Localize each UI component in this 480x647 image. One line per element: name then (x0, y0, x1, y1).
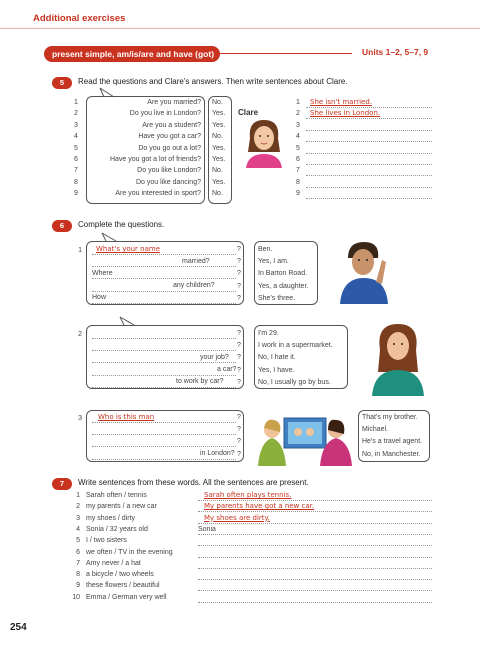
answer-text: No, in Manchester. (362, 450, 421, 458)
question-line[interactable] (92, 266, 236, 267)
question-mark: ? (237, 414, 241, 421)
exercise-7-instruction: Write sentences from these words. All the sentences are present. (78, 478, 309, 487)
prompt-text: Emma / German very well (86, 593, 167, 601)
question-end: a car? (217, 366, 237, 373)
answer-text: Yes. (212, 178, 226, 186)
question-line[interactable] (92, 303, 236, 304)
question-text: Have you got a lot of friends? (109, 156, 201, 163)
question-mark: ? (237, 246, 241, 253)
answer-text: Yes. (212, 121, 226, 129)
prompt-text: my parents / a new car (86, 503, 157, 511)
clare-illustration (240, 118, 288, 168)
item-number: 9 (76, 582, 80, 590)
question-mark: ? (237, 366, 241, 374)
prompt-text: we often / TV in the evening (86, 548, 173, 556)
answer-text: No, I usually go by bus. (258, 378, 331, 386)
exercise-5-instruction: Read the questions and Clare's answers. Then write sentences about Clare. (78, 77, 348, 86)
prompt-text: Sarah often / tennis (86, 492, 147, 499)
sentence-line[interactable] (306, 164, 432, 165)
sentence-answer: She isn't married. (310, 98, 372, 106)
question-mark: ? (237, 438, 241, 446)
answer-text: No. (212, 190, 223, 198)
question-end: married? (182, 258, 210, 265)
question-line[interactable] (92, 362, 236, 363)
question-text: Have you got a car? (138, 133, 201, 141)
sentence-line[interactable] (306, 141, 432, 142)
exercise-5-badge: 5 (52, 77, 72, 89)
question-number: 2 (74, 110, 78, 118)
question-text: Are you interested in sport? (115, 190, 201, 198)
answer-text: That's my brother. (362, 414, 418, 421)
section-title: Additional exercises (33, 13, 126, 24)
question-number: 1 (74, 99, 78, 106)
answer-text: Michael. (362, 426, 389, 434)
question-text: Are you married? (147, 99, 201, 106)
answer-text: No. (212, 99, 223, 106)
prompt-text: my shoes / dirty (86, 514, 136, 522)
sonia-start: Sonia (198, 525, 216, 533)
bubble-tail (100, 232, 120, 242)
item-number: 8 (76, 571, 80, 579)
sentence-line[interactable] (306, 187, 432, 188)
question-mark: ? (237, 294, 241, 302)
question-answer: What's your name (96, 245, 161, 253)
answer-text: Yes, a daughter. (258, 282, 309, 290)
question-mark: ? (237, 258, 241, 266)
exercise-7-badge: 7 (52, 478, 72, 490)
question-line[interactable] (92, 291, 236, 292)
question-line[interactable] (92, 254, 236, 255)
page-number: 254 (10, 622, 27, 633)
prompt-text: these flowers / beautiful (86, 582, 160, 590)
sentence-number: 8 (296, 178, 300, 186)
answer-text: No. (212, 167, 223, 175)
item-number: 3 (76, 514, 80, 522)
sentence-number: 4 (296, 133, 300, 141)
item-number: 4 (76, 525, 80, 533)
answer-text: I work in a supermarket. (258, 342, 333, 350)
question-mark: ? (237, 282, 241, 290)
answer-line[interactable] (198, 534, 432, 535)
sentence-line[interactable] (306, 130, 432, 131)
question-mark: ? (237, 330, 241, 337)
question-text: Do you live in London? (129, 110, 201, 118)
question-number: 4 (74, 133, 78, 141)
question-line[interactable] (92, 375, 236, 376)
sentence-number: 9 (296, 190, 300, 198)
question-number: 7 (74, 167, 78, 175)
question-end: your job? (200, 354, 229, 361)
answer-text: Yes. (212, 156, 226, 163)
answer-text: My parents have got a new car. (204, 502, 315, 511)
question-mark: ? (237, 426, 241, 434)
question-line[interactable] (92, 446, 236, 447)
answer-text: Yes. (212, 144, 226, 152)
item-number: 5 (76, 537, 80, 545)
answer-line[interactable] (198, 602, 432, 603)
answer-text: Yes, I have. (258, 366, 295, 374)
prompt-text: a bicycle / two wheels (86, 571, 154, 579)
sentence-line[interactable] (306, 175, 432, 176)
question-mark: ? (237, 342, 241, 350)
question-start: How (92, 294, 107, 301)
answer-text: He's a travel agent. (362, 438, 423, 446)
sentence-number: 5 (296, 144, 300, 152)
sentence-number: 6 (296, 156, 300, 163)
topic-banner: present simple, am/is/are and have (got) (44, 46, 220, 62)
sentence-number: 2 (296, 110, 300, 118)
bubble-tail (98, 87, 118, 98)
question-text: Do you like London? (137, 167, 201, 175)
question-text: Do you like dancing? (136, 178, 201, 186)
dialogue-number: 1 (78, 247, 82, 254)
question-line[interactable] (92, 387, 236, 388)
answer-line[interactable] (198, 568, 432, 569)
sentence-number: 1 (296, 99, 300, 106)
question-number: 3 (74, 121, 78, 129)
answer-text: I'm 29. (258, 330, 279, 337)
woman-illustration (370, 320, 426, 396)
sentence-line[interactable] (306, 153, 432, 154)
answer-text: Yes, I am. (258, 258, 289, 266)
sentence-number: 3 (296, 121, 300, 129)
question-end: in London? (200, 450, 235, 457)
question-end: to work by car? (176, 378, 224, 385)
answer-line[interactable] (198, 579, 432, 580)
answer-line[interactable] (198, 557, 432, 558)
question-number: 6 (74, 156, 78, 163)
answer-text: In Barton Road. (258, 270, 308, 278)
question-start: Where (92, 270, 113, 277)
answer-text: Ben. (258, 246, 273, 253)
speaker-name: Clare (238, 108, 259, 117)
prompt-text: Amy never / a hat (86, 559, 141, 567)
sentence-number: 7 (296, 167, 300, 175)
answer-text: My shoes are dirty. (204, 513, 270, 522)
question-line[interactable] (92, 338, 236, 339)
item-number: 7 (76, 559, 80, 567)
sentence-line[interactable] (306, 118, 432, 119)
question-line[interactable] (92, 459, 236, 460)
sentence-answer: She lives in London. (310, 109, 381, 118)
question-mark: ? (237, 378, 241, 386)
question-mark: ? (237, 270, 241, 278)
item-number: 6 (76, 548, 80, 556)
question-number: 5 (74, 144, 78, 152)
ben-illustration (336, 240, 392, 304)
dialogue-number: 3 (78, 415, 82, 422)
question-line[interactable] (92, 434, 236, 435)
exercise-6-instruction: Complete the questions. (78, 220, 165, 229)
photo-illustration (250, 408, 354, 466)
sentence-line[interactable] (306, 198, 432, 199)
answer-line[interactable] (198, 523, 432, 524)
answer-text: Yes. (212, 110, 226, 118)
answer-line[interactable] (198, 511, 432, 512)
question-text: Are you a student? (142, 121, 201, 129)
dialogue-number: 2 (78, 331, 82, 338)
question-answer: Who is this man (98, 413, 155, 421)
sentence-line[interactable] (306, 107, 432, 108)
item-number: 10 (72, 593, 80, 601)
units-reference: Units 1–2, 5–7, 9 (362, 47, 429, 57)
answer-line[interactable] (198, 590, 432, 591)
answer-text: Sarah often plays tennis. (204, 491, 292, 499)
question-line[interactable] (92, 278, 236, 279)
question-number: 8 (74, 178, 78, 186)
banner-line (220, 53, 352, 54)
question-line[interactable] (92, 350, 236, 351)
prompt-text: Sonia / 32 years old (86, 525, 148, 533)
exercise-6-badge: 6 (52, 220, 72, 232)
question-end: any children? (173, 282, 215, 289)
prompt-text: I / two sisters (86, 537, 127, 545)
answer-text: She's three. (258, 294, 296, 302)
question-line[interactable] (92, 422, 236, 423)
answer-text: No. (212, 133, 223, 141)
item-number: 2 (76, 503, 80, 511)
question-mark: ? (237, 354, 241, 362)
answer-line[interactable] (198, 500, 432, 501)
item-number: 1 (76, 492, 80, 499)
question-number: 9 (74, 190, 78, 198)
answer-text: No, I hate it. (258, 354, 296, 362)
header-divider (0, 28, 480, 29)
answer-line[interactable] (198, 545, 432, 546)
question-mark: ? (237, 450, 241, 458)
bubble-tail (118, 316, 138, 326)
question-text: Do you go out a lot? (138, 144, 201, 152)
